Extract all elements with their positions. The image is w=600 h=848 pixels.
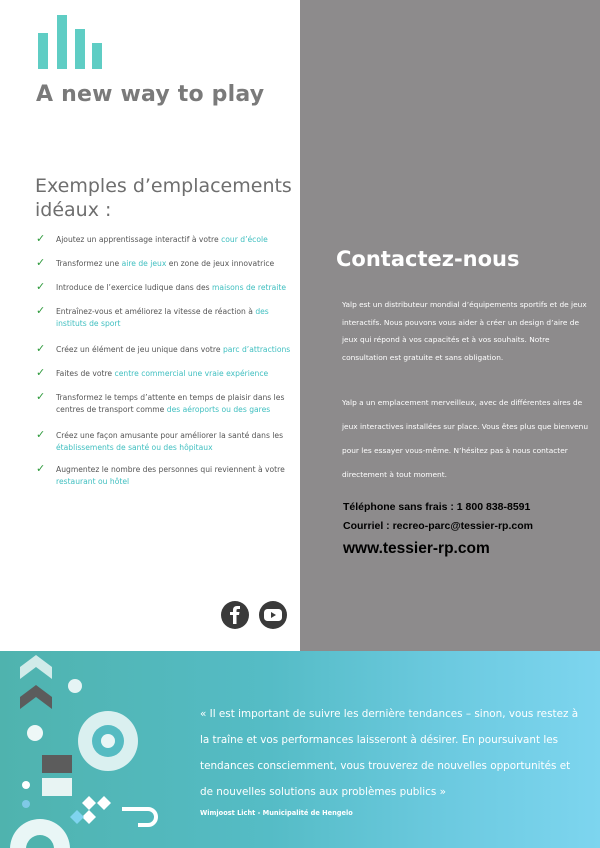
checkmark-icon: ✓ <box>36 304 46 317</box>
checkmark-icon: ✓ <box>36 342 46 355</box>
checkmark-icon: ✓ <box>36 366 46 379</box>
item-highlight: cour d’école <box>221 235 268 244</box>
website-link[interactable]: www.tessier-rp.com <box>343 540 490 557</box>
item-text: Créez une façon amusante pour améliorer la santé dans les <box>56 431 284 440</box>
testimonial-author: Wimjoost Licht - Municipalité de Hengelo <box>200 809 353 817</box>
examples-list-item <box>36 234 296 246</box>
testimonial-quote: « Il est important de suivre les dernière tendances – sinon, vous restez à la traîne et vos performances laisseront à désirer. En poursuivant les tendances consciemment, vous trouverez de nouvelles opportunités et de nouvelles solutions aux problèmes publics » <box>200 708 579 798</box>
checkmark-icon: ✓ <box>36 428 46 441</box>
item-highlight: aire de jeux <box>121 259 167 268</box>
item-text: Transformez le temps d’attente en temps de plaisir dans les centres de transport comme <box>56 393 285 414</box>
examples-list-item <box>36 258 296 270</box>
contact-paragraph-2: Yalp a un emplacement merveilleux, avec de différentes aires de jeux interactives installées sur place. Vous êtes plus que bienvenu pour les essayer vous-même. N’hésitez pas à nous contacter directement à tout moment. <box>342 398 589 479</box>
contact-title: Contactez-nous <box>336 247 520 271</box>
item-highlight: parc d’attractions <box>222 345 291 354</box>
email-address: Courriel : recreo-parc@tessier-rp.com <box>343 520 533 532</box>
item-text: Créez un élément de jeu unique dans votre <box>56 345 223 354</box>
tagline: A new way to play <box>36 82 265 107</box>
phone-number: Téléphone sans frais : 1 800 838-8591 <box>343 501 531 513</box>
item-text: Transformez une <box>56 259 122 268</box>
examples-list-item <box>36 368 296 380</box>
item-text: Ajoutez un apprentissage interactif à votre <box>56 235 222 244</box>
checkmark-icon: ✓ <box>36 232 46 245</box>
examples-list-item <box>36 306 296 330</box>
checkmark-icon: ✓ <box>36 256 46 269</box>
testimonial-banner <box>0 651 600 848</box>
item-highlight: centre commercial une vraie expérience <box>114 369 269 378</box>
examples-title-line2: idéaux : <box>35 199 112 221</box>
checkmark-icon: ✓ <box>36 280 46 293</box>
examples-list-item <box>36 464 296 488</box>
examples-list-item <box>36 344 296 356</box>
item-highlight: restaurant ou hôtel <box>56 477 130 486</box>
facebook-icon[interactable] <box>221 601 249 629</box>
youtube-icon[interactable] <box>259 601 287 629</box>
item-highlight: des instituts de sport <box>56 307 269 328</box>
item-text: Augmentez le nombre des personnes qui reviennent à votre <box>56 465 285 474</box>
contact-paragraph-1: Yalp est un distributeur mondial d’équipements sportifs et de jeux interactifs. Nous pouvons vous aider à créer un design d’aire de jeux qui répond à vos capacités et à vos souhaits. Notre consultation est gratuite et sans obligation. <box>342 300 587 362</box>
examples-list-item <box>36 392 296 416</box>
item-text: Introduce de l’exercice ludique dans des <box>56 283 213 292</box>
item-text: Entraînez-vous et améliorez la vitesse de réaction à <box>56 307 256 316</box>
bar-logo-icon <box>38 15 104 69</box>
checkmark-icon: ✓ <box>36 390 46 403</box>
item-highlight: des aéroports ou des gares <box>166 405 271 414</box>
examples-title-line1: Exemples d’emplacements <box>35 175 292 197</box>
checkmark-icon: ✓ <box>36 462 46 475</box>
item-text: Faites de votre <box>56 369 115 378</box>
examples-list-item <box>36 282 296 294</box>
item-text-end: en zone de jeux innovatrice <box>166 259 275 268</box>
item-highlight: établissements de santé ou des hôpitaux <box>56 443 213 452</box>
item-highlight: maisons de retraite <box>212 283 287 292</box>
geometric-shapes-decoration <box>0 651 190 848</box>
left-panel <box>0 0 300 651</box>
examples-title <box>35 174 295 222</box>
examples-list-item <box>36 430 296 454</box>
